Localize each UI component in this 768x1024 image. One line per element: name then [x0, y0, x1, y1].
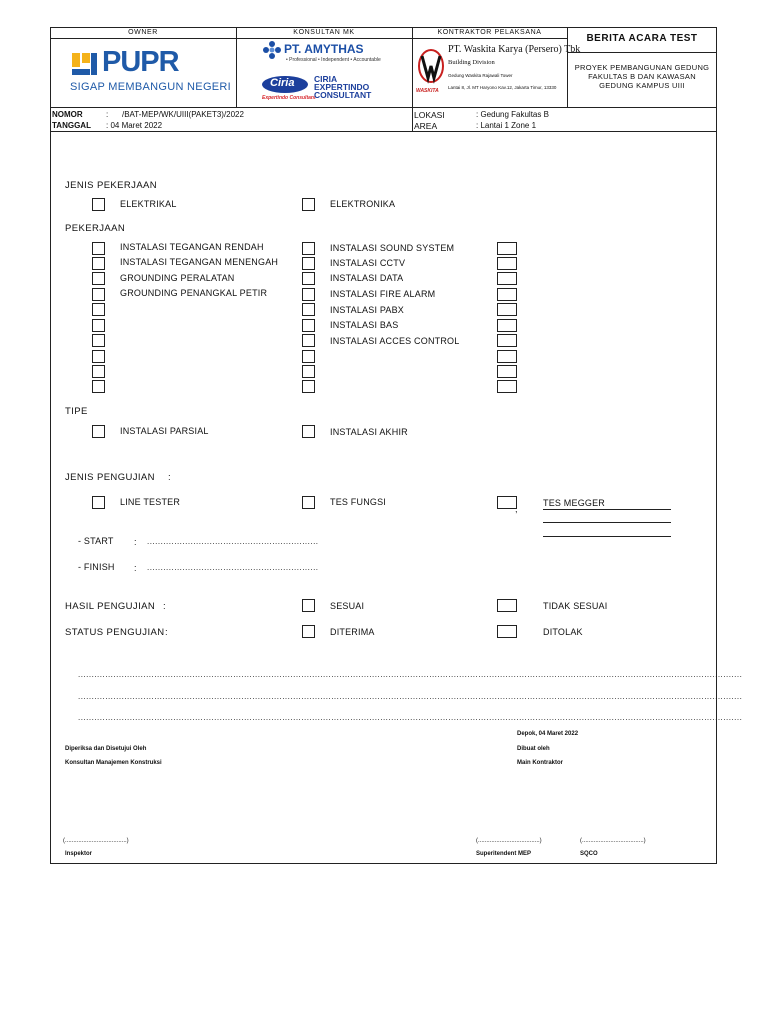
project-title: PROYEK PEMBANGUNAN GEDUNG FAKULTAS B DAN KAWASAN GEDUNG KAMPUS UIII — [574, 63, 710, 90]
pekerjaan-col2-checkbox[interactable] — [302, 288, 315, 301]
pekerjaan-col1-checkbox[interactable] — [92, 257, 105, 270]
pupr-emblem-icon — [70, 50, 100, 80]
line-tester-option: LINE TESTER — [120, 497, 181, 507]
pupr-name: PUPR — [102, 46, 179, 78]
ciria-logo — [262, 74, 407, 104]
jenis-pengujian-label: JENIS PENGUJIAN — [65, 472, 155, 483]
contractor-label-sign: Main Kontraktor — [517, 760, 564, 766]
sqco-label: SQCO — [580, 851, 598, 857]
title-divider — [567, 52, 717, 53]
pekerjaan-col2-checkbox[interactable] — [302, 319, 315, 332]
finish-colon: : — [134, 563, 137, 573]
pekerjaan-col2-checkbox[interactable] — [302, 242, 315, 255]
hasil-colon: : — [163, 601, 167, 612]
nomor-colon: : — [106, 110, 109, 119]
lokasi-value: : Gedung Fakultas B — [476, 110, 549, 119]
sesuai-option: SESUAI — [330, 601, 365, 611]
pekerjaan-col3-checkbox[interactable] — [497, 380, 517, 393]
notes-line-2[interactable]: .................................................................................................................................................................................................................................................... — [78, 692, 743, 701]
megger-underline-3 — [543, 536, 671, 537]
pekerjaan-col2-item: INSTALASI FIRE ALARM — [330, 289, 436, 299]
checked-by-label: Diperiksa dan Disetujui Oleh — [65, 746, 147, 752]
inspector-label: Inspektor — [65, 851, 93, 857]
col-divider-2 — [412, 27, 413, 131]
pekerjaan-label: PEKERJAAN — [65, 223, 126, 234]
waskita-address-1: Gedung Waskita Rajawali Tower — [448, 73, 513, 78]
pekerjaan-col1-checkbox[interactable] — [92, 365, 105, 378]
tidak-sesuai-option: TIDAK SESUAI — [543, 601, 608, 611]
tanggal-value: : 04 Maret 2022 — [106, 121, 163, 130]
waskita-mark: WASKITA — [416, 88, 439, 94]
lokasi-label: LOKASI — [414, 110, 445, 120]
elektrikal-checkbox[interactable] — [92, 198, 105, 211]
mk-label: KONSULTAN MK — [293, 29, 355, 36]
akhir-option: INSTALASI AKHIR — [330, 427, 408, 437]
pupr-logo — [68, 46, 232, 98]
waskita-address-2: Lantai 8, Jl. MT Haryono Kav.12, Jakarta Timur, 13330 — [448, 85, 557, 90]
pekerjaan-col2-checkbox[interactable] — [302, 350, 315, 363]
tanggal-label: TANGGAL — [52, 121, 91, 130]
nomor-value: /BAT-MEP/WK/UIII(PAKET3)/2022 — [122, 110, 244, 119]
pekerjaan-col2-item: INSTALASI CCTV — [330, 258, 406, 268]
jenis-pengujian-colon: : — [168, 472, 172, 483]
status-colon: : — [165, 627, 169, 638]
waskita-emblem-icon — [416, 48, 446, 88]
waskita-company: PT. Waskita Karya (Persero) Tbk — [448, 44, 581, 55]
tes-fungsi-option: TES FUNGSI — [330, 497, 387, 507]
elektronika-checkbox[interactable] — [302, 198, 315, 211]
pekerjaan-col2-checkbox[interactable] — [302, 334, 315, 347]
pekerjaan-col1-checkbox[interactable] — [92, 380, 105, 393]
akhir-checkbox[interactable] — [302, 425, 315, 438]
stray-mark: , — [515, 504, 518, 514]
pekerjaan-col2-checkbox[interactable] — [302, 303, 315, 316]
hasil-label: HASIL PENGUJIAN — [65, 601, 156, 612]
pekerjaan-col3-checkbox[interactable] — [497, 334, 517, 347]
start-field[interactable]: ............................................................... — [147, 537, 319, 546]
ditolak-option: DITOLAK — [543, 627, 583, 637]
pekerjaan-col2-item: INSTALASI ACCES CONTROL — [330, 336, 460, 346]
made-by-label: Dibuat oleh — [517, 746, 550, 752]
header-bottom-line — [50, 107, 717, 108]
amythas-tagline: • Professional • Independent • Accountable — [286, 57, 381, 63]
meta-bottom-line — [50, 131, 717, 132]
ciria-badge: Ciria — [270, 77, 295, 89]
pekerjaan-col2-item: INSTALASI BAS — [330, 320, 399, 330]
pekerjaan-col2-item: INSTALASI DATA — [330, 273, 404, 283]
inspector-signature-blank: (.....................................) — [63, 838, 129, 844]
pekerjaan-col1-checkbox[interactable] — [92, 303, 105, 316]
superintendent-label: Superitendent MEP — [476, 851, 532, 857]
area-label: AREA — [414, 121, 438, 131]
pekerjaan-col2-item: INSTALASI SOUND SYSTEM — [330, 243, 455, 253]
nomor-label: NOMOR — [52, 110, 83, 119]
diterima-checkbox[interactable] — [302, 625, 315, 638]
col-divider-1 — [236, 27, 237, 107]
line-tester-checkbox[interactable] — [92, 496, 105, 509]
amythas-logo — [262, 40, 407, 68]
parsial-checkbox[interactable] — [92, 425, 105, 438]
pekerjaan-col3-checkbox[interactable] — [497, 365, 517, 378]
pekerjaan-col3-checkbox[interactable] — [497, 242, 517, 255]
megger-underline-2 — [543, 522, 671, 523]
pekerjaan-col3-checkbox[interactable] — [497, 257, 517, 270]
place-date: Depok, 04 Maret 2022 — [517, 731, 579, 737]
pekerjaan-col1-item: INSTALASI TEGANGAN MENENGAH — [120, 257, 279, 267]
contractor-label: KONTRAKTOR PELAKSANA — [437, 29, 542, 36]
diterima-option: DITERIMA — [330, 627, 375, 637]
ciria-sub: Expertindo Consultant — [262, 95, 316, 101]
owner-label: OWNER — [128, 29, 158, 36]
pekerjaan-col1-checkbox[interactable] — [92, 242, 105, 255]
pekerjaan-col1-checkbox[interactable] — [92, 288, 105, 301]
pekerjaan-col2-checkbox[interactable] — [302, 365, 315, 378]
ciria-name: CIRIA EXPERTINDO CONSULTANT — [314, 74, 372, 100]
pekerjaan-col3-checkbox[interactable] — [497, 272, 517, 285]
pupr-tagline: SIGAP MEMBANGUN NEGERI — [70, 81, 232, 93]
notes-line-3[interactable]: .................................................................................................................................................................................................................................................... — [78, 713, 743, 722]
amythas-emblem-icon — [262, 40, 282, 60]
notes-line-1[interactable]: .................................................................................................................................................................................................................................................... — [78, 670, 743, 679]
doc-title: BERITA ACARA TEST — [586, 33, 698, 44]
status-label: STATUS PENGUJIAN — [65, 627, 165, 638]
pekerjaan-col1-item: INSTALASI TEGANGAN RENDAH — [120, 242, 264, 252]
consultant-label: Konsultan Manajemen Konstruksi — [65, 760, 162, 766]
pekerjaan-col1-checkbox[interactable] — [92, 334, 105, 347]
tidak-sesuai-checkbox[interactable] — [497, 599, 517, 612]
form-frame — [50, 27, 743, 864]
jenis-pekerjaan-label: JENIS PEKERJAAN — [65, 180, 158, 191]
amythas-name: PT. AMYTHAS — [284, 42, 364, 56]
pekerjaan-col1-checkbox[interactable] — [92, 350, 105, 363]
superintendent-signature-blank: (.....................................) — [476, 838, 542, 844]
finish-label: - FINISH — [78, 562, 115, 572]
pekerjaan-col3-checkbox[interactable] — [497, 303, 517, 316]
pekerjaan-col1-item: GROUNDING PENANGKAL PETIR — [120, 288, 268, 298]
tes-megger-option: TES MEGGER — [543, 498, 606, 508]
pekerjaan-col1-checkbox[interactable] — [92, 319, 105, 332]
pekerjaan-col2-checkbox[interactable] — [302, 272, 315, 285]
tes-fungsi-checkbox[interactable] — [302, 496, 315, 509]
waskita-logo — [414, 42, 581, 104]
waskita-division: Building Division — [448, 59, 495, 66]
start-colon: : — [134, 537, 137, 547]
header-divider — [50, 38, 567, 39]
megger-underline-1 — [543, 509, 671, 510]
pekerjaan-col1-item: GROUNDING PERALATAN — [120, 273, 235, 283]
tes-megger-checkbox[interactable] — [497, 496, 517, 509]
area-value: : Lantai 1 Zone 1 — [476, 121, 537, 130]
sesuai-checkbox[interactable] — [302, 599, 315, 612]
ditolak-checkbox[interactable] — [497, 625, 517, 638]
pekerjaan-col2-checkbox[interactable] — [302, 380, 315, 393]
start-label: - START — [78, 536, 114, 546]
tipe-label: TIPE — [65, 406, 88, 417]
pekerjaan-col2-item: INSTALASI PABX — [330, 305, 404, 315]
parsial-option: INSTALASI PARSIAL — [120, 426, 209, 436]
pekerjaan-col2-checkbox[interactable] — [302, 257, 315, 270]
pekerjaan-col1-checkbox[interactable] — [92, 272, 105, 285]
pekerjaan-col3-checkbox[interactable] — [497, 319, 517, 332]
sqco-signature-blank: (.....................................) — [580, 838, 646, 844]
elektronika-option: ELEKTRONIKA — [330, 199, 396, 209]
finish-field[interactable]: ............................................................... — [147, 563, 319, 572]
elektrikal-option: ELEKTRIKAL — [120, 199, 177, 209]
pekerjaan-col3-checkbox[interactable] — [497, 350, 517, 363]
pekerjaan-col3-checkbox[interactable] — [497, 288, 517, 301]
